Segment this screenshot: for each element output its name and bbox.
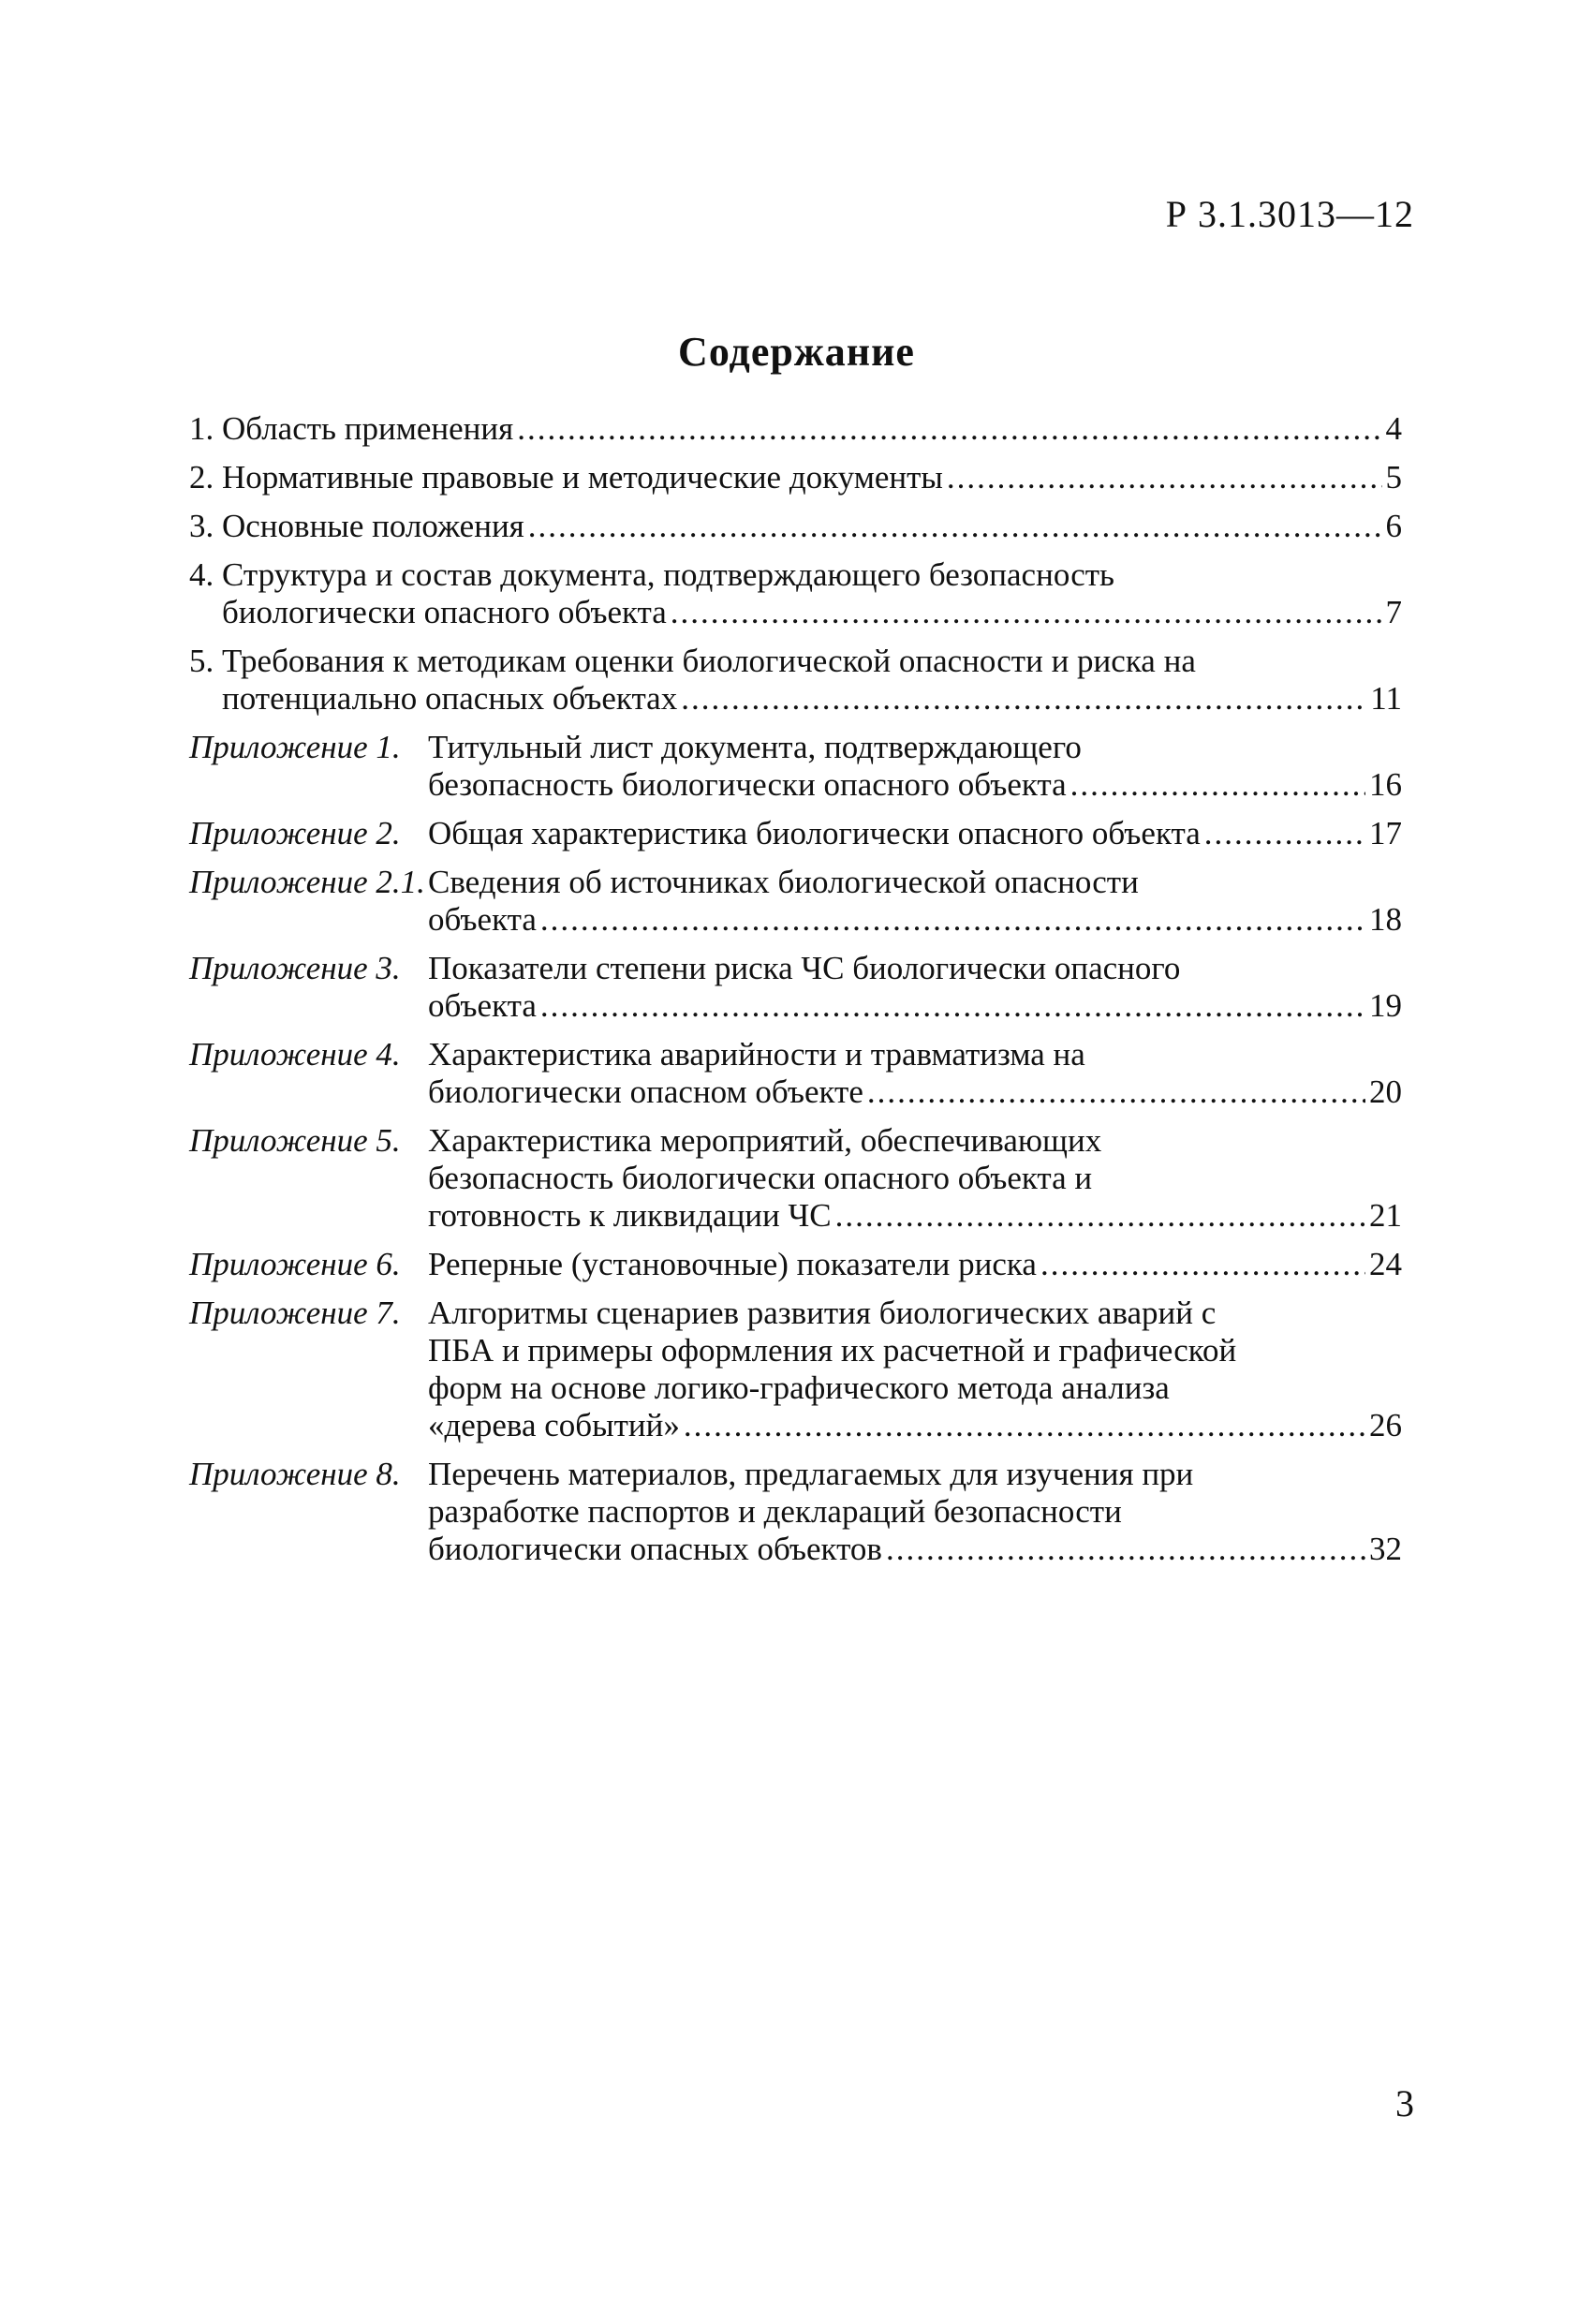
- toc-entry-text: [428, 1036, 1402, 1111]
- dot-leader: [1070, 766, 1365, 804]
- dot-leader: [835, 1197, 1365, 1235]
- toc-entry-number: Приложение 7.: [189, 1295, 401, 1331]
- page-number: 3: [1395, 2082, 1414, 2124]
- dot-leader: [867, 1073, 1365, 1111]
- toc-entry-line: биологически опасных объектов: [428, 1531, 882, 1567]
- toc-entry-line: готовность к ликвидации ЧС: [428, 1197, 832, 1234]
- toc-entry-line: Характеристика аварийности и травматизма на: [428, 1036, 1085, 1073]
- page-title: Содержание: [678, 329, 915, 375]
- toc-entry-line: Показатели степени риска ЧС биологически опасного: [428, 950, 1181, 986]
- toc-entry[interactable]: [189, 1246, 1402, 1283]
- toc-entry-line: безопасность биологически опасного объекта и: [428, 1160, 1093, 1196]
- toc-entry-number: Приложение 8.: [189, 1456, 401, 1492]
- toc-entry-text: [222, 508, 1402, 545]
- toc-entry[interactable]: [189, 643, 1402, 718]
- dot-leader: [886, 1531, 1365, 1568]
- table-of-contents: [189, 410, 1402, 1579]
- toc-entry-text: [428, 1295, 1402, 1444]
- toc-entry[interactable]: [189, 815, 1402, 852]
- toc-entry[interactable]: [189, 1122, 1402, 1235]
- toc-entry-text: [222, 459, 1402, 496]
- toc-page-number: 21: [1369, 1197, 1402, 1234]
- toc-entry-number: 1.: [189, 410, 222, 447]
- toc-entry-line: Титульный лист документа, подтверждающего: [428, 729, 1082, 765]
- toc-entry-text: [428, 1456, 1402, 1568]
- toc-entry-line: биологически опасного объекта: [222, 594, 667, 630]
- toc-entry-text: [222, 410, 1402, 448]
- toc-entry-line: биологически опасном объекте: [428, 1073, 863, 1110]
- toc-entry[interactable]: [189, 1456, 1402, 1568]
- toc-entry-line: Реперные (установочные) показатели риска: [428, 1246, 1037, 1282]
- toc-entry[interactable]: [189, 950, 1402, 1025]
- toc-entry-number: 5.: [189, 643, 222, 679]
- toc-entry-number: 3.: [189, 508, 222, 544]
- toc-entry-line: разработке паспортов и деклараций безопасности: [428, 1493, 1122, 1530]
- dot-leader: [684, 1407, 1365, 1444]
- toc-entry-line: безопасность биологически опасного объекта: [428, 766, 1067, 803]
- toc-page-number: 11: [1370, 680, 1402, 717]
- toc-entry-number: 4.: [189, 556, 222, 593]
- toc-page-number: 4: [1385, 410, 1402, 447]
- toc-entry[interactable]: [189, 556, 1402, 631]
- toc-page-number: 7: [1385, 594, 1402, 630]
- toc-entry-number: 2.: [189, 459, 222, 496]
- toc-entry-line: Нормативные правовые и методические документы: [222, 459, 943, 496]
- toc-page-number: 17: [1369, 815, 1402, 851]
- toc-entry-line: Требования к методикам оценки биологической опасности и риска на: [222, 643, 1196, 679]
- toc-entry[interactable]: [189, 1295, 1402, 1444]
- toc-entry-number: Приложение 2.1.: [189, 864, 425, 900]
- toc-page-number: 24: [1369, 1246, 1402, 1282]
- toc-entry[interactable]: [189, 729, 1402, 804]
- toc-entry-text: [428, 1246, 1402, 1283]
- dot-leader: [528, 508, 1382, 545]
- toc-page-number: 19: [1369, 987, 1402, 1024]
- dot-leader: [517, 410, 1381, 448]
- toc-entry-line: форм на основе логико-графического метода анализа: [428, 1369, 1170, 1406]
- toc-entry-text: [428, 1122, 1402, 1235]
- document-code: Р 3.1.3013—12: [1165, 193, 1414, 235]
- toc-entry-number: Приложение 3.: [189, 950, 401, 986]
- toc-entry-number: Приложение 5.: [189, 1122, 401, 1159]
- toc-entry-text: [428, 950, 1402, 1025]
- toc-entry-line: объекта: [428, 901, 537, 938]
- dot-leader: [540, 987, 1365, 1025]
- toc-entry-text: [222, 556, 1402, 631]
- toc-entry-text: [428, 729, 1402, 804]
- toc-entry-line: Сведения об источниках биологической опасности: [428, 864, 1139, 900]
- toc-entry-line: Перечень материалов, предлагаемых для изучения при: [428, 1456, 1194, 1492]
- toc-page-number: 16: [1369, 766, 1402, 803]
- toc-page-number: 6: [1385, 508, 1402, 544]
- toc-entry-line: Общая характеристика биологически опасного объекта: [428, 815, 1201, 851]
- toc-entry[interactable]: [189, 508, 1402, 545]
- toc-entry-line: Область применения: [222, 410, 514, 447]
- toc-entry-line: Основные положения: [222, 508, 524, 544]
- toc-page-number: 18: [1369, 901, 1402, 938]
- dot-leader: [540, 901, 1365, 939]
- toc-entry-line: «дерева событий»: [428, 1407, 680, 1443]
- toc-page-number: 5: [1385, 459, 1402, 496]
- dot-leader: [1040, 1246, 1365, 1283]
- dot-leader: [947, 459, 1382, 496]
- toc-entry-line: Алгоритмы сценариев развития биологических аварий с: [428, 1295, 1217, 1331]
- toc-entry-number: Приложение 1.: [189, 729, 401, 765]
- toc-entry-number: Приложение 6.: [189, 1246, 401, 1282]
- dot-leader: [681, 680, 1366, 718]
- dot-leader: [1204, 815, 1365, 852]
- toc-entry[interactable]: [189, 864, 1402, 939]
- toc-entry[interactable]: [189, 1036, 1402, 1111]
- toc-entry-text: [428, 864, 1402, 939]
- toc-entry-line: Структура и состав документа, подтверждающего безопасность: [222, 556, 1114, 593]
- toc-entry-text: [222, 643, 1402, 718]
- toc-entry[interactable]: [189, 410, 1402, 448]
- toc-entry-line: потенциально опасных объектах: [222, 680, 678, 717]
- toc-page-number: 26: [1369, 1407, 1402, 1443]
- toc-entry-line: объекта: [428, 987, 537, 1024]
- toc-page-number: 20: [1369, 1073, 1402, 1110]
- toc-entry-line: ПБА и примеры оформления их расчетной и графической: [428, 1332, 1237, 1369]
- dot-leader: [671, 594, 1382, 631]
- toc-entry-line: Характеристика мероприятий, обеспечивающих: [428, 1122, 1102, 1159]
- toc-entry-text: [428, 815, 1402, 852]
- toc-entry-number: Приложение 2.: [189, 815, 401, 851]
- toc-page-number: 32: [1369, 1531, 1402, 1567]
- toc-entry[interactable]: [189, 459, 1402, 496]
- toc-entry-number: Приложение 4.: [189, 1036, 401, 1073]
